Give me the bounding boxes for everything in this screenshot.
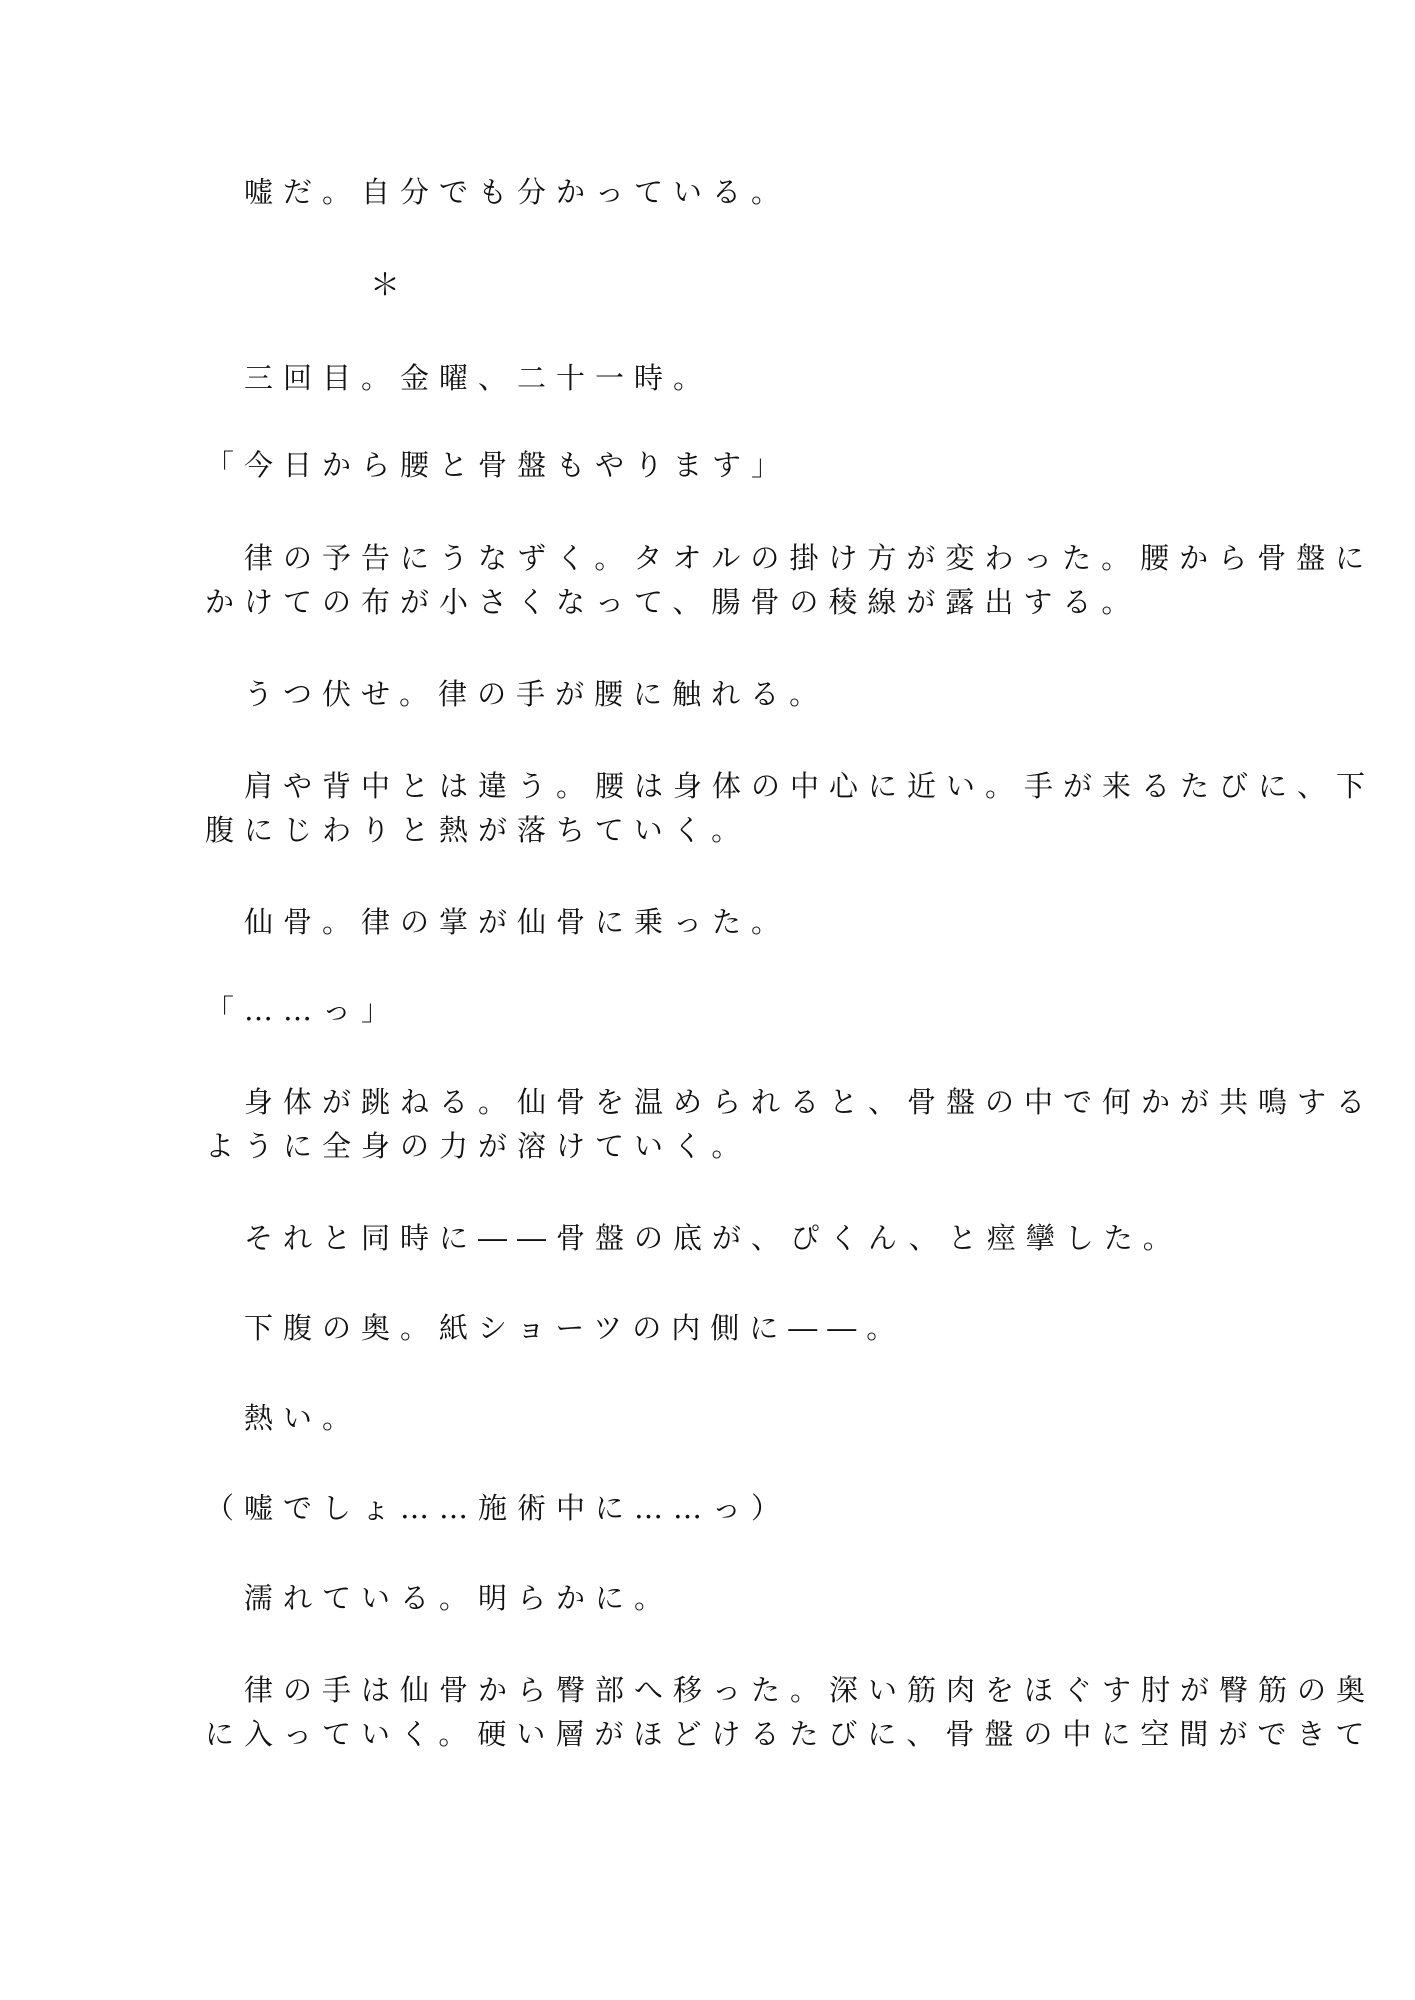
text-line: 三回目。金曜、二十一時。 <box>205 361 713 395</box>
dialogue-line: 「……っ」 <box>205 993 401 1027</box>
text-line: 仙骨。律の掌が仙骨に乗った。 <box>205 905 791 939</box>
text-line: 身体が跳ねる。仙骨を温められると、骨盤の中で何かが共鳴する <box>205 1085 1376 1119</box>
text-line: 腹にじわりと熱が落ちていく。 <box>205 813 751 847</box>
text-line: 熱い。 <box>205 1401 362 1435</box>
text-line: かけての布が小さくなって、腸骨の稜線が露出する。 <box>205 585 1141 619</box>
text-line: 嘘だ。自分でも分かっている。 <box>205 175 791 209</box>
text-line: 下腹の奥。紙ショーツの内側に――。 <box>205 1311 906 1345</box>
text-line: 肩や背中とは違う。腰は身体の中心に近い。手が来るたびに、下 <box>205 769 1376 803</box>
text-line: 律の予告にうなずく。タオルの掛け方が変わった。腰から骨盤に <box>205 541 1375 575</box>
text-line: 濡れている。明らかに。 <box>205 1581 674 1615</box>
text-line: に入っていく。硬い層がほどけるたびに、骨盤の中に空間ができて <box>205 1717 1375 1751</box>
dialogue-line: 「今日から腰と骨盤もやります」 <box>205 448 791 482</box>
thought-line: （嘘でしょ……施術中に……っ） <box>205 1491 791 1525</box>
text-line: 律の手は仙骨から臀部へ移った。深い筋肉をほぐす肘が臀筋の奥 <box>205 1673 1376 1707</box>
text-line: ように全身の力が溶けていく。 <box>205 1129 751 1163</box>
text-line: それと同時に――骨盤の底が、ぴくん、と痙攣した。 <box>205 1221 1182 1255</box>
scene-break-asterisk: ＊ <box>370 268 400 303</box>
text-line: うつ伏せ。律の手が腰に触れる。 <box>205 677 829 711</box>
